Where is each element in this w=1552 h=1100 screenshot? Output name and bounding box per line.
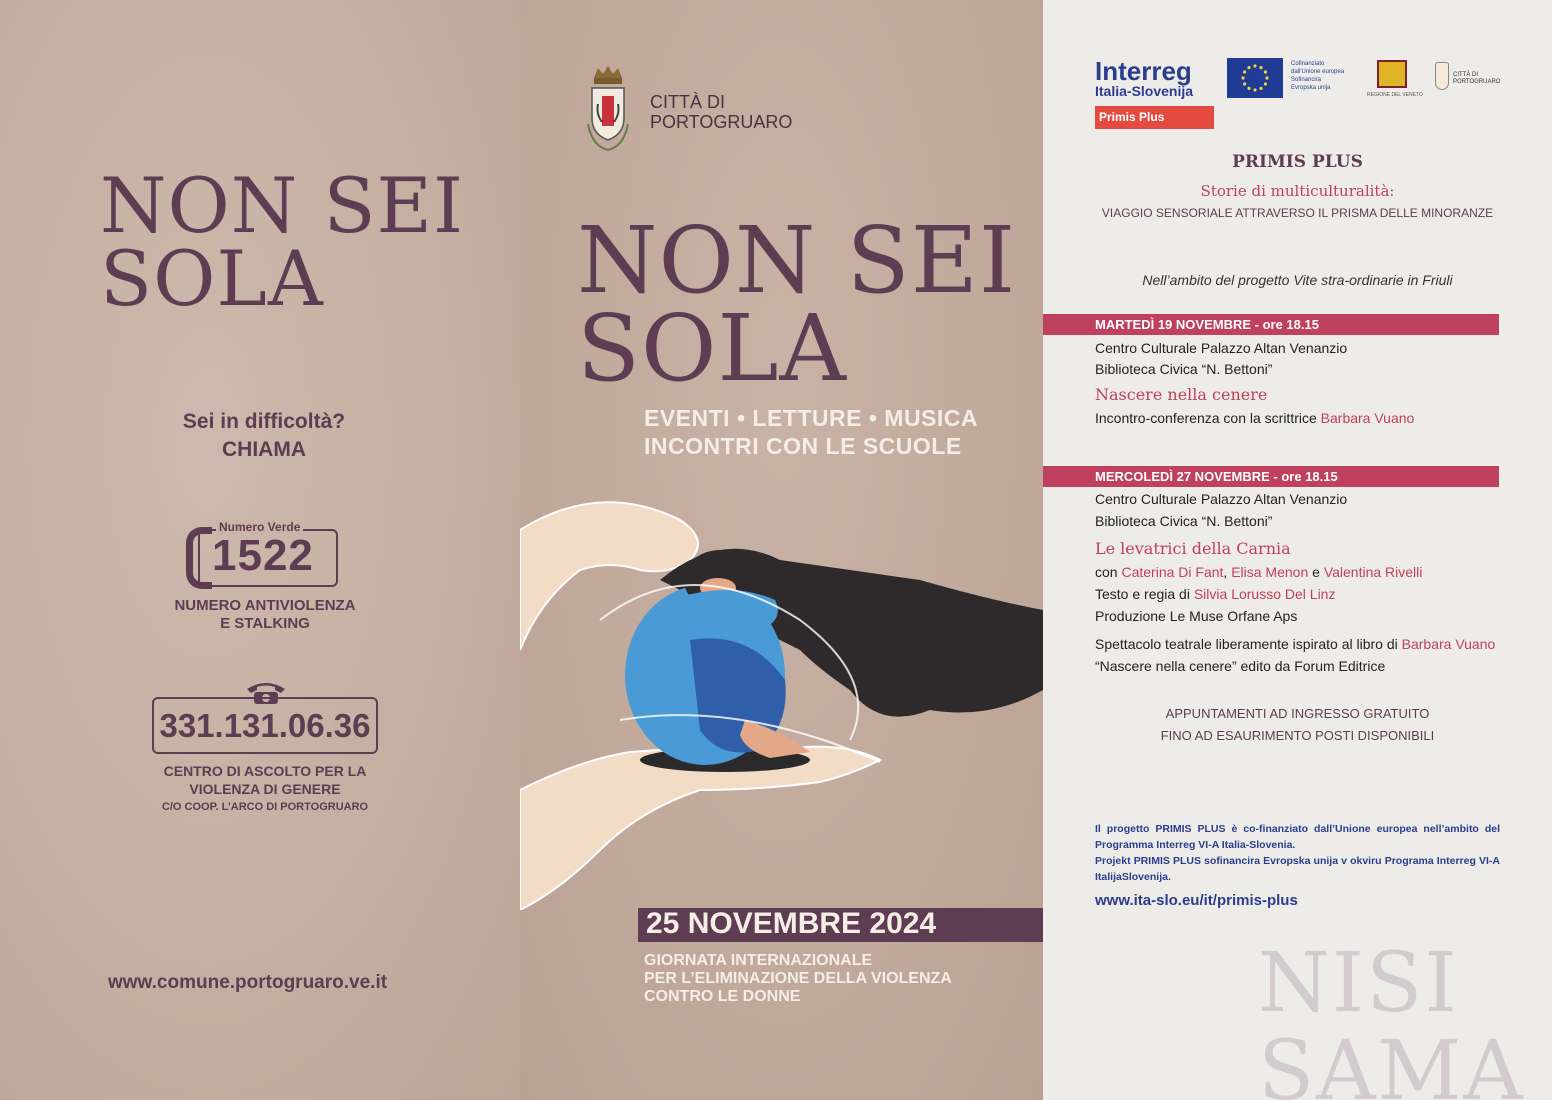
eu-line3: Sofinancira [1291, 77, 1322, 83]
help-call: CHIAMA [222, 438, 306, 461]
event2-actor1: Caterina Di Fant [1121, 564, 1224, 580]
primis-plus-badge: Primis Plus [1095, 106, 1214, 129]
event1-author: Barbara Vuano [1320, 410, 1415, 426]
porto-line1: CITTÀ DI [1453, 72, 1478, 78]
event2-con: con [1095, 564, 1122, 580]
appuntamenti-line1: APPUNTAMENTI AD INGRESSO GRATUITO [1165, 706, 1430, 721]
eu-line4: Evropska unija [1291, 85, 1331, 91]
event2-spettacolo [1095, 636, 1495, 652]
antiviolenza-line2: E STALKING [220, 615, 310, 632]
phone-number[interactable]: 331.131.06.36 [159, 707, 371, 744]
event2-produzione: Produzione Le Muse Orfane Aps [1095, 608, 1298, 624]
regione-veneto-logo [1377, 60, 1407, 88]
event2-cast [1095, 564, 1422, 580]
city-line2: PORTOGRUARO [650, 112, 793, 132]
appuntamenti-text [1043, 703, 1552, 747]
event2-venue2: Biblioteca Civica “N. Bettoni” [1095, 513, 1273, 529]
cofin-slovenian: Projekt PRIMIS PLUS sofinancira Evropska unija v okviru Programa Interreg VI-A ItalijaSlovenija. [1095, 855, 1500, 883]
eu-line2: dall'Unione europea [1291, 69, 1345, 75]
viaggio-subtitle: VIAGGIO SENSORIALE ATTRAVERSO IL PRISMA DELLE MINORANZE [1101, 206, 1494, 220]
watermark-line1: NISI [1258, 936, 1459, 1031]
ambito-text: Nell’ambito del progetto Vite stra-ordinarie in Friuli [1142, 272, 1453, 288]
giornata-text [644, 952, 952, 1006]
interreg-logo: Interreg [1095, 56, 1192, 86]
primis-title: PRIMIS PLUS [1232, 152, 1363, 172]
website-link[interactable]: www.comune.portogruaro.ve.it [108, 972, 388, 993]
ascolto-line2: VIOLENZA DI GENERE [189, 781, 341, 797]
event2-book: “Nascere nella cenere” edito da Forum Editrice [1095, 658, 1386, 674]
eu-flag-icon [1227, 58, 1283, 98]
middle-panel [520, 0, 1043, 1100]
events-subtitle [644, 404, 978, 460]
event2-date: MERCOLEDÌ 27 NOVEMBRE - ore 18.15 [1095, 469, 1338, 484]
primis-website-link[interactable]: www.ita-slo.eu/it/primis-plus [1095, 892, 1298, 909]
storie-subtitle: Storie di multiculturalità: [1200, 182, 1395, 200]
event1-date: MARTEDÌ 19 NOVEMBRE - ore 18.15 [1095, 317, 1319, 332]
interreg-subtitle: Italia-Slovenija [1095, 83, 1194, 99]
appuntamenti-line2: FINO AD ESAURIMENTO POSTI DISPONIBILI [1160, 728, 1435, 743]
giornata-line2: PER L’ELIMINAZIONE DELLA VIOLENZA [644, 970, 952, 987]
help-text [0, 408, 520, 464]
cofinancing-note [1095, 821, 1500, 885]
giornata-line3: CONTRO LE DONNE [644, 988, 801, 1005]
woman-in-hands-illustration [520, 490, 1043, 910]
numero-verde-label: Numero Verde [216, 520, 303, 534]
event1-description [1095, 410, 1414, 426]
title-line1: NON SEI [100, 161, 465, 250]
eu-line1: Cofinanziato [1291, 61, 1325, 67]
giornata-line1: GIORNATA INTERNAZIONALE [644, 952, 873, 969]
event1-title: Nascere nella cenere [1095, 385, 1268, 404]
left-panel [0, 0, 520, 1100]
portogruaro-crest-icon [1435, 62, 1449, 90]
antiviolenza-line1: NUMERO ANTIVIOLENZA [174, 597, 356, 614]
city-crest-icon [582, 64, 634, 156]
right-panel [1043, 0, 1552, 1100]
city-line1: CITTÀ DI [650, 92, 725, 112]
event1-venue2: Biblioteca Civica “N. Bettoni” [1095, 361, 1273, 377]
event2-sep2: e [1308, 564, 1324, 580]
event2-venue1: Centro Culturale Palazzo Altan Venanzio [1095, 491, 1348, 507]
event1-venue1: Centro Culturale Palazzo Altan Venanzio [1095, 340, 1348, 356]
event1-desc-prefix: Incontro-conferenza con la scrittrice [1095, 410, 1321, 426]
city-name [650, 92, 792, 132]
event2-testo [1095, 586, 1335, 602]
main-title-line1: NON SEI [577, 207, 1017, 314]
regione-veneto-text: REGIONE DEL VENETO [1367, 92, 1423, 98]
title-line2: SOLA [100, 234, 324, 323]
ascolto-text [0, 762, 520, 816]
event2-spett-prefix: Spettacolo teatrale liberamente ispirato al libro di [1095, 636, 1402, 652]
ascolto-line1: CENTRO DI ASCOLTO PER LA [163, 763, 367, 779]
watermark-line2: SAMA [1258, 1024, 1525, 1100]
events-line2: INCONTRI CON LE SCUOLE [644, 433, 962, 459]
event2-testo-prefix: Testo e regia di [1095, 586, 1194, 602]
event2-title: Le levatrici della Carnia [1095, 539, 1291, 558]
porto-line2: PORTOGRUARO [1453, 79, 1501, 85]
ascolto-line3: C/O COOP. L’ARCO DI PORTOGRUARO [161, 801, 369, 813]
antiviolenza-text [0, 597, 520, 633]
portogruaro-small-text [1453, 72, 1500, 86]
event2-book-author: Barbara Vuano [1401, 636, 1496, 652]
numero-verde[interactable]: 1522 [212, 531, 314, 580]
main-title-line2: SOLA [577, 295, 847, 402]
event-date: 25 NOVEMBRE 2024 [646, 907, 937, 940]
event2-actor3: Valentina Rivelli [1323, 564, 1423, 580]
event2-director: Silvia Lorusso Del Linz [1193, 586, 1336, 602]
event2-actor2: Elisa Menon [1231, 564, 1309, 580]
events-line1: EVENTI • LETTURE • MUSICA [644, 405, 979, 431]
event2-sep1: , [1223, 564, 1232, 580]
help-question: Sei in difficoltà? [182, 410, 346, 433]
eu-cofinancing-text [1291, 60, 1344, 92]
cofin-italian: Il progetto PRIMIS PLUS è co-finanziato dall’Unione europea nell’ambito del Programma Interreg VI-A Italia-Slovenia. [1095, 823, 1500, 851]
